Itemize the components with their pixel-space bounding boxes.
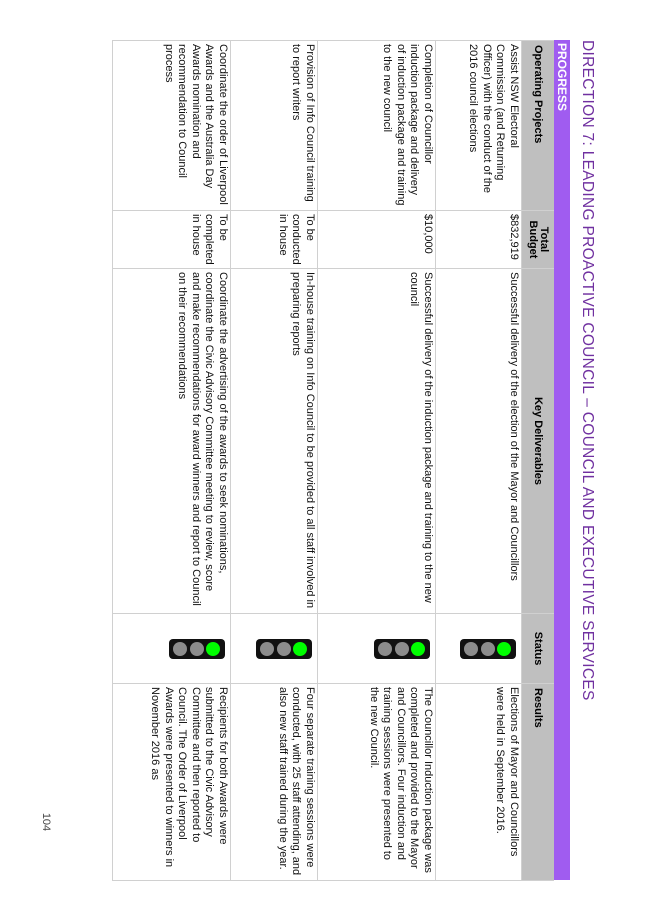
green-light-icon: [412, 642, 426, 656]
cell-budget: $10,000: [318, 211, 436, 269]
cell-deliverables: Successful delivery of the induction package and training to the new council: [318, 269, 436, 614]
table-row: [231, 41, 318, 881]
cell-results: The Councillor Induction package was completed and provided to the Mayor and Councillors. Four induction and training sessions were presented to the new Council.: [318, 684, 436, 881]
table-row: [113, 41, 231, 881]
header-key-deliverables: Key Deliverables: [522, 269, 555, 614]
progress-table: [112, 40, 554, 881]
header-results: Results: [522, 684, 555, 881]
cell-results: Four separate training sessions were conducted, with 25 staff attending, and also new staff trained during the year.: [231, 684, 318, 881]
red-light-icon: [261, 642, 275, 656]
traffic-light-icon: [374, 639, 430, 659]
cell-budget: $832,919: [436, 211, 522, 269]
cell-status: [113, 614, 231, 684]
table-row: [318, 41, 436, 881]
cell-status: [436, 614, 522, 684]
header-total-budget: Total Budget: [522, 211, 555, 269]
section-label: PROGRESS: [554, 40, 570, 880]
red-light-icon: [465, 642, 479, 656]
rotated-page: [22, 40, 602, 880]
cell-project: Completion of Councillor induction package and delivery of induction package and training to the new council: [318, 41, 436, 211]
cell-budget: To be completed in house: [113, 211, 231, 269]
traffic-light-icon: [169, 639, 225, 659]
table-row: [436, 41, 522, 881]
header-operating-projects: Operating Projects: [522, 41, 555, 211]
cell-status: [231, 614, 318, 684]
cell-budget: To be conducted in house: [231, 211, 318, 269]
traffic-light-icon: [256, 639, 312, 659]
amber-light-icon: [395, 642, 409, 656]
green-light-icon: [207, 642, 221, 656]
cell-deliverables: Coordinate the advertising of the awards to seek nominations, coordinate the Civic Advisory Committee meeting to review, score and make recommendations for award winners and report to Council on their recommendations: [113, 269, 231, 614]
page-number: 104: [40, 812, 52, 832]
cell-deliverables: Successful delivery of the election of the Mayor and Councillors: [436, 269, 522, 614]
amber-light-icon: [277, 642, 291, 656]
green-light-icon: [294, 642, 308, 656]
header-status: Status: [522, 614, 555, 684]
traffic-light-icon: [460, 639, 516, 659]
table-header-row: [522, 41, 555, 881]
cell-results: Elections of Mayor and Councillors were held in September 2016.: [436, 684, 522, 881]
cell-project: Coordinate the order of Liverpool Awards and the Australia Day Awards nomination and recommendation to Council process: [113, 41, 231, 211]
page-title: DIRECTION 7: LEADING PROACTIVE COUNCIL – COUNCIL AND EXECUTIVE SERVICES: [579, 40, 596, 701]
red-light-icon: [379, 642, 393, 656]
cell-project: Provision of Info Council training to report writers: [231, 41, 318, 211]
amber-light-icon: [190, 642, 204, 656]
cell-project: Assist NSW Electoral Commission (and Returning Officer) with the conduct of the 2016 council elections: [436, 41, 522, 211]
cell-deliverables: In-house training on Info Council to be provided to all staff involved in preparing reports: [231, 269, 318, 614]
green-light-icon: [498, 642, 512, 656]
red-light-icon: [174, 642, 188, 656]
cell-status: [318, 614, 436, 684]
amber-light-icon: [481, 642, 495, 656]
cell-results: Recipients for both Awards were submitted to the Civic Advisory Committee and then reported to Council. The Order of Liverpool Awards were presented to winners in November 2016 as: [113, 684, 231, 881]
